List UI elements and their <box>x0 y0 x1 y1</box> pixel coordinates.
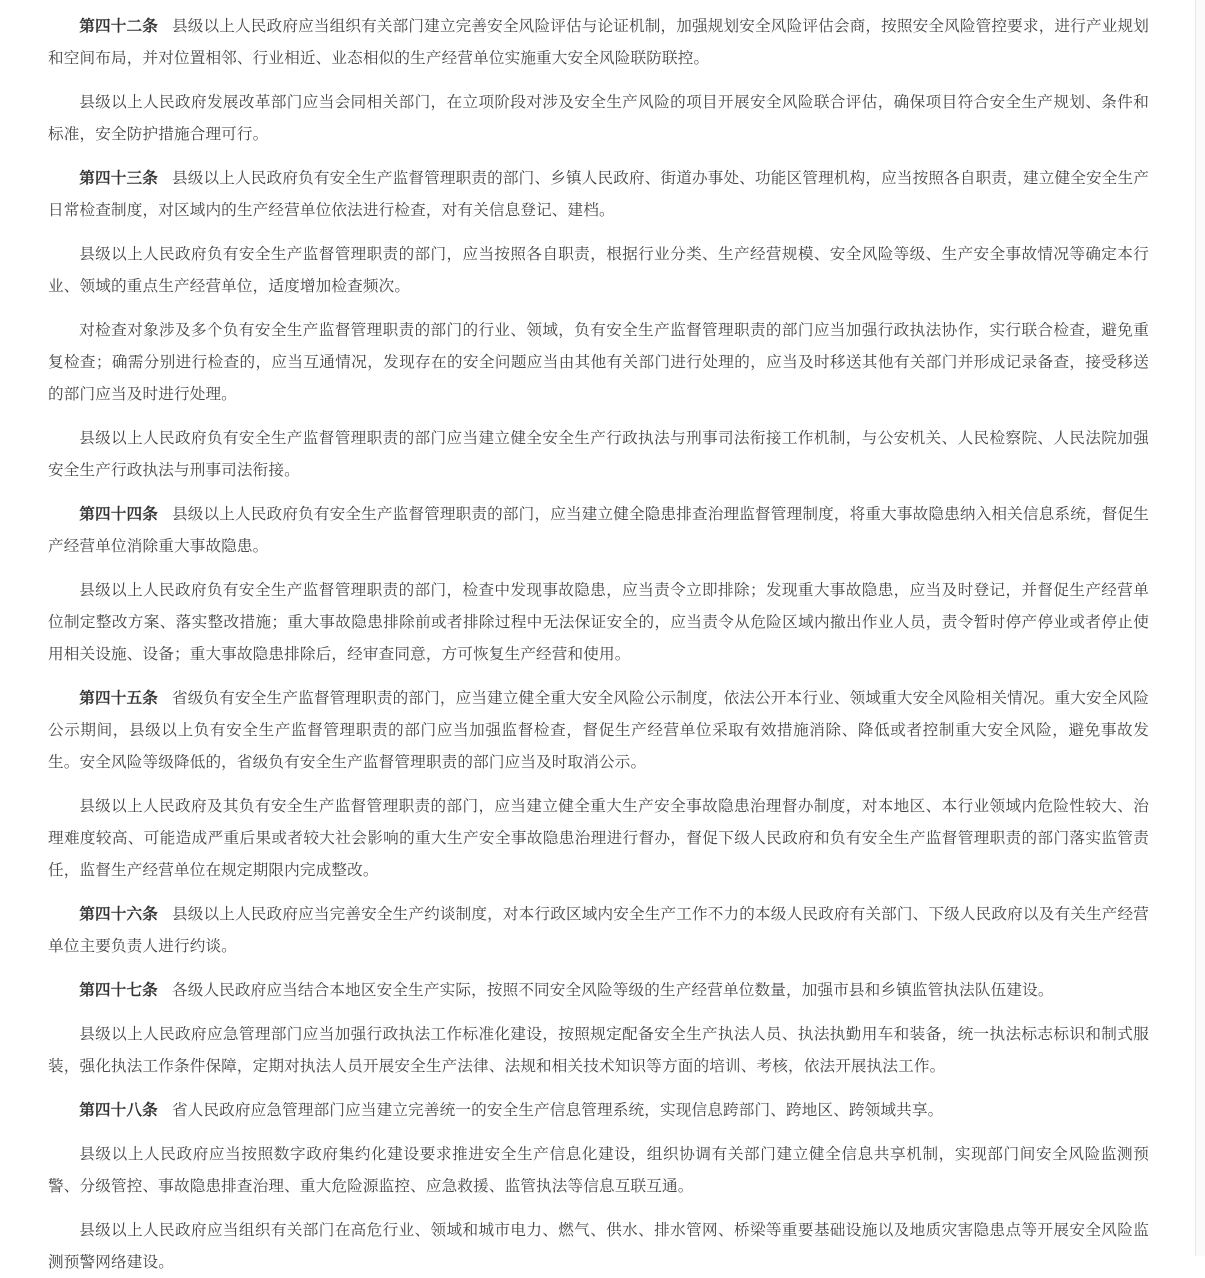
paragraph-text: 县级以上人民政府应急管理部门应当加强行政执法工作标准化建设，按照规定配备安全生产执法人员、执法执勤用车和装备，统一执法标志标识和制式服装，强化执法工作条件保障，定期对执法人员开展安全生产法律、法规和相关技术知识等方面的培训、考核，依法开展执法工作。 <box>48 1025 1149 1075</box>
paragraph-art46 <box>48 898 1149 962</box>
paragraph-text: 对检查对象涉及多个负有安全生产监督管理职责的部门的行业、领域，负有安全生产监督管理职责的部门应当加强行政执法协作，实行联合检查，避免重复检查；确需分别进行检查的，应当互通情况，发现存在的安全问题应当由其他有关部门进行处理的，应当及时移送其他有关部门并形成记录备查，接受移送的部门应当及时进行处理。 <box>48 321 1149 403</box>
paragraph <box>48 422 1149 486</box>
paragraph-text: 县级以上人民政府负有安全生产监督管理职责的部门、乡镇人民政府、街道办事处、功能区管理机构，应当按照各自职责，建立健全安全生产日常检查制度，对区域内的生产经营单位依法进行检查，对有关信息登记、建档。 <box>48 169 1149 219</box>
paragraph <box>48 574 1149 670</box>
article-number: 第四十五条 <box>79 689 158 707</box>
paragraph-text: 县级以上人民政府负有安全生产监督管理职责的部门，应当建立健全隐患排查治理监督管理制度，将重大事故隐患纳入相关信息系统，督促生产经营单位消除重大事故隐患。 <box>48 505 1149 555</box>
paragraph <box>48 1018 1149 1082</box>
paragraph-art42 <box>48 10 1149 74</box>
article-number: 第四十七条 <box>79 981 158 999</box>
article-number: 第四十八条 <box>79 1101 158 1119</box>
paragraph-text: 县级以上人民政府负有安全生产监督管理职责的部门应当建立健全安全生产行政执法与刑事司法衔接工作机制，与公安机关、人民检察院、人民法院加强安全生产行政执法与刑事司法衔接。 <box>48 429 1149 479</box>
paragraph <box>48 86 1149 150</box>
paragraph-text: 县级以上人民政府应当完善安全生产约谈制度，对本行政区域内安全生产工作不力的本级人民政府有关部门、下级人民政府以及有关生产经营单位主要负责人进行约谈。 <box>48 905 1149 955</box>
paragraph-text: 各级人民政府应当结合本地区安全生产实际，按照不同安全风险等级的生产经营单位数量，加强市县和乡镇监管执法队伍建设。 <box>171 981 1054 999</box>
paragraph <box>48 790 1149 886</box>
paragraph <box>48 1214 1149 1278</box>
paragraph-text: 县级以上人民政府发展改革部门应当会同相关部门，在立项阶段对涉及安全生产风险的项目开展安全风险联合评估，确保项目符合安全生产规划、条件和标准，安全防护措施合理可行。 <box>48 93 1149 143</box>
paragraph-text: 县级以上人民政府及其负有安全生产监督管理职责的部门，应当建立健全重大生产安全事故隐患治理督办制度，对本地区、本行业领域内危险性较大、治理难度较高、可能造成严重后果或者较大社会影响的重大生产安全事故隐患治理进行督办，督促下级人民政府和负有安全生产监督管理职责的部门落实监管责任，监督生产经营单位在规定期限内完成整改。 <box>48 797 1149 879</box>
page-scrollbar[interactable] <box>1196 0 1205 1256</box>
paragraph-art48 <box>48 1094 1149 1126</box>
paragraph-art45 <box>48 682 1149 778</box>
article-number: 第四十六条 <box>79 905 158 923</box>
paragraph-text: 县级以上人民政府负有安全生产监督管理职责的部门，检查中发现事故隐患，应当责令立即排除；发现重大事故隐患，应当及时登记，并督促生产经营单位制定整改方案、落实整改措施；重大事故隐患排除前或者排除过程中无法保证安全的，应当责令从危险区域内撤出作业人员，责令暂时停产停业或者停止使用相关设施、设备；重大事故隐患排除后，经审查同意，方可恢复生产经营和使用。 <box>48 581 1149 663</box>
paragraph-art44 <box>48 498 1149 562</box>
article-number: 第四十三条 <box>79 169 158 187</box>
paragraph-text: 县级以上人民政府应当按照数字政府集约化建设要求推进安全生产信息化建设，组织协调有关部门建立健全信息共享机制，实现部门间安全风险监测预警、分级管控、事故隐患排查治理、重大危险源监控、应急救援、监管执法等信息互联互通。 <box>48 1145 1149 1195</box>
article-number: 第四十四条 <box>79 505 158 523</box>
paragraph-text: 省人民政府应急管理部门应当建立完善统一的安全生产信息管理系统，实现信息跨部门、跨地区、跨领域共享。 <box>171 1101 944 1119</box>
article-number: 第四十二条 <box>79 17 158 35</box>
paragraph <box>48 314 1149 410</box>
paragraph-text: 县级以上人民政府应当组织有关部门在高危行业、领域和城市电力、燃气、供水、排水管网、桥梁等重要基础设施以及地质灾害隐患点等开展安全风险监测预警网络建设。 <box>48 1221 1149 1271</box>
paragraph-text: 省级负有安全生产监督管理职责的部门，应当建立健全重大安全风险公示制度，依法公开本行业、领域重大安全风险相关情况。重大安全风险公示期间，县级以上负有安全生产监督管理职责的部门应当加强监督检查，督促生产经营单位采取有效措施消除、降低或者控制重大安全风险，避免事故发生。安全风险等级降低的，省级负有安全生产监督管理职责的部门应当及时取消公示。 <box>48 689 1149 771</box>
paragraph <box>48 1138 1149 1202</box>
paragraph-art47 <box>48 974 1149 1006</box>
paragraph-text: 县级以上人民政府负有安全生产监督管理职责的部门，应当按照各自职责，根据行业分类、生产经营规模、安全风险等级、生产安全事故情况等确定本行业、领域的重点生产经营单位，适度增加检查频次。 <box>48 245 1149 295</box>
paragraph-text: 县级以上人民政府应当组织有关部门建立完善安全风险评估与论证机制，加强规划安全风险评估会商，按照安全风险管控要求，进行产业规划和空间布局，并对位置相邻、行业相近、业态相似的生产经营单位实施重大安全风险联防联控。 <box>48 17 1149 67</box>
paragraph-art43 <box>48 162 1149 226</box>
paragraph <box>48 238 1149 302</box>
